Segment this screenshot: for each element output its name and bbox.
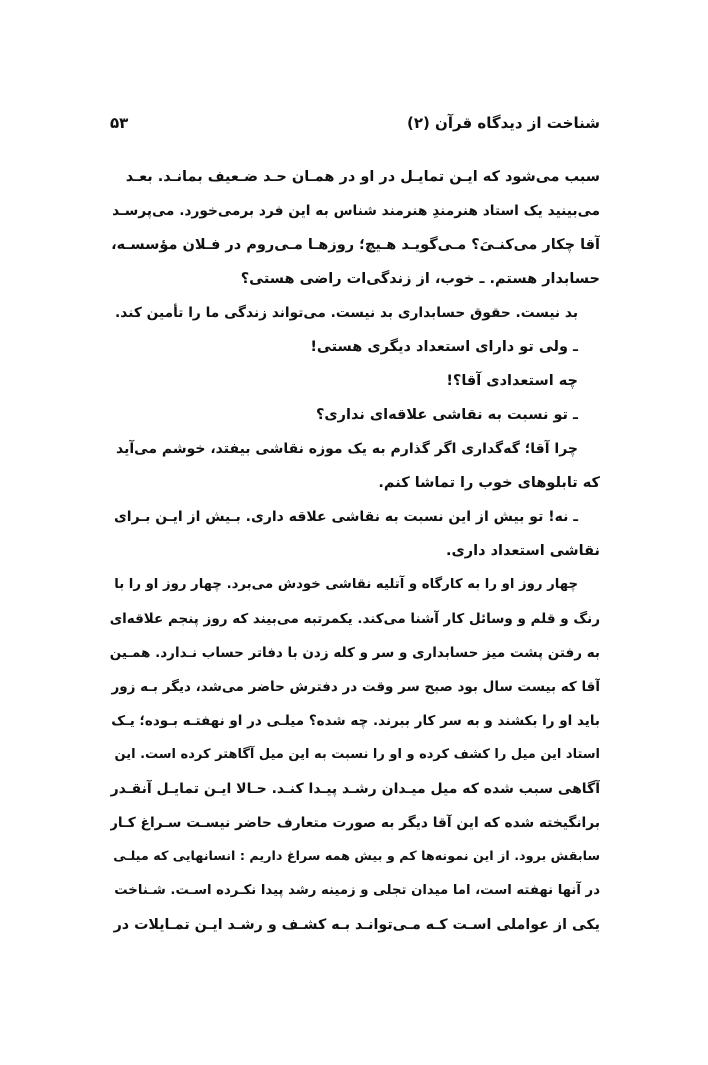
text-line: به رفتن پشت میز حسابداری و سر و کله زدن با دفاتر حساب نـدارد. همـین xyxy=(110,645,600,661)
text-line: استاد این میل را کشف کرده و او را نسبت به این میل آگاهتر کرده است. این xyxy=(114,747,600,762)
text-line: که تابلوهای خوب را تماشا کنم. xyxy=(378,475,600,491)
text-line: می‌بینید یک استاد هنرمندِ هنرمند شناس به این فرد برمی‌خورد. می‌پرسـد xyxy=(112,203,600,219)
text-line: یکی از عواملی اسـت کـه مـی‌توانـد بـه کشـف و رشـد ایـن تمـایلات در xyxy=(113,917,600,933)
text-line: رنگ و قلم و وسائل کار آشنا می‌کند. یکمرتبه می‌بیند که روز پنجم علاقه‌ای xyxy=(110,611,600,627)
text-line: ـ ولی تو دارای استعداد دیگری هستی! xyxy=(310,339,578,355)
text-line: بد نیست. حقوق حسابداری بد نیست. می‌تواند زندگی ما را تأمین کند. xyxy=(115,305,578,321)
text-line: سبب می‌شود که ایـن تمایـل در او در همـان حـد ضـعیف بمانـد. بعـد xyxy=(125,169,600,185)
text-line: چهار روز او را به کارگاه و آتلیه نقاشی خودش می‌برد. چهار روز او را با xyxy=(114,577,578,592)
text-line: چرا آقا؛ گه‌گداری اگر گذارم به یک موزه نقاشی بیفتد، خوشم می‌آید xyxy=(116,441,578,457)
text-line: آقا که بیست سال بود صبح سر وقت در دفترش حاضر می‌شد، دیگر بـه زور xyxy=(111,679,600,695)
page-number: ۵۳ xyxy=(110,114,129,132)
text-line: آقا چکار می‌کنـیَ؟ مـی‌گویـد هـیچ؛ روزهـا مـی‌روم در فـلان مؤسسـه، xyxy=(111,237,600,253)
body-text xyxy=(110,160,600,942)
text-line: چه استعدادی آقا؟! xyxy=(446,373,578,389)
text-line: نقاشی استعداد داری. xyxy=(445,543,600,559)
text-line: آگاهی سبب شده که میل میـدان رشـد پیـدا کنـد. حـالا ایـن تمایـل آنقـدر xyxy=(110,781,600,797)
running-header xyxy=(110,114,600,142)
text-line: در آنها نهفته است، اما میدان تجلی و زمینه رشد پیدا نکـرده اسـت. شـناخت xyxy=(114,883,600,898)
text-line: ـ تو نسبت به نقاشی علاقه‌ای نداری؟ xyxy=(315,407,578,423)
text-line: حسابدار هستم. ـ خوب، از زندگی‌ات راضی هستی؟ xyxy=(240,271,600,287)
text-line: باید او را بکشند و به سر کار ببرند. چه شده؟ میلـی در او نهفتـه بـوده؛ یـک xyxy=(111,713,600,729)
text-line: برانگیخته شده که این آقا دیگر به صورت متعارف حاضر نیسـت سـراغ کـار xyxy=(110,815,600,831)
header-title: شناخت از دیدگاه قرآن (۲) xyxy=(406,114,600,132)
text-line: سابقش برود. از این نمونه‌ها کم و بیش همه سراغ داریم : انسانهایی که میلـی xyxy=(113,849,600,864)
text-line: ـ نه! تو بیش از این نسبت به نقاشی علاقه داری. بـیش از ایـن بـرای xyxy=(113,509,578,525)
